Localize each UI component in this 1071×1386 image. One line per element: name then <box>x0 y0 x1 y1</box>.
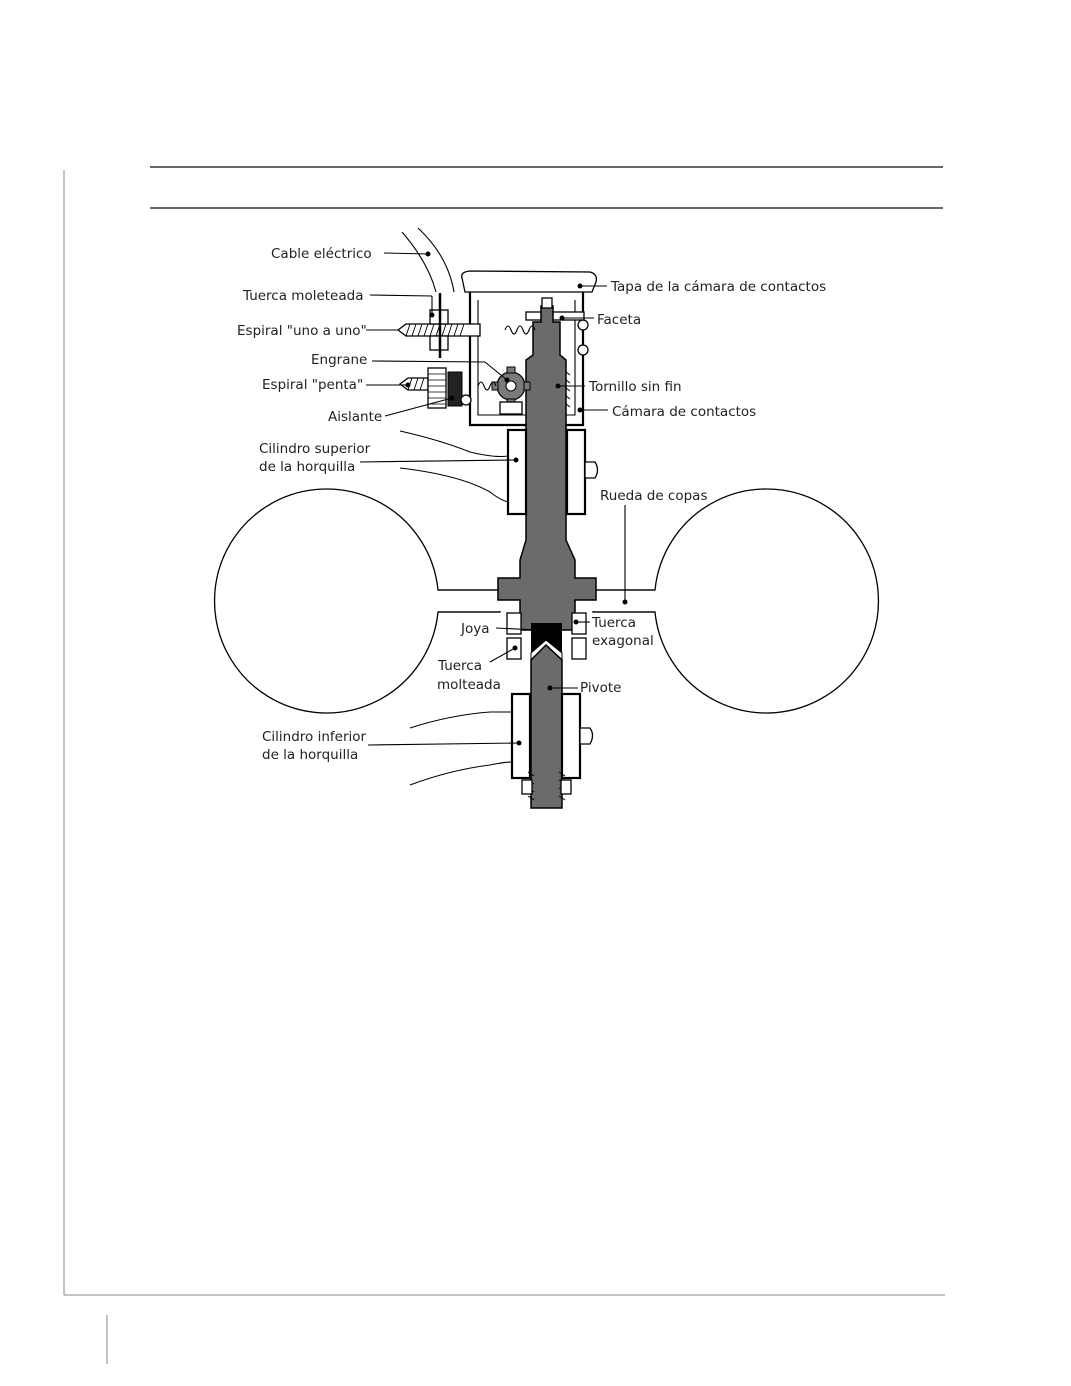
spiral-penta-assembly <box>400 368 496 408</box>
upper-fork-screw <box>585 462 598 478</box>
top-screw <box>542 298 552 308</box>
nut-right-bottom <box>572 638 586 659</box>
lower-fork-screw <box>580 728 593 744</box>
label-tuerca-exa-2: exagonal <box>592 633 654 649</box>
label-engrane: Engrane <box>311 352 368 368</box>
insulator-ring <box>461 395 471 405</box>
label-tornillo: Tornillo sin fin <box>589 379 682 395</box>
label-cable: Cable eléctrico <box>271 246 372 262</box>
label-cil-sup-1: Cilindro superior <box>259 441 371 457</box>
label-cil-inf-1: Cilindro inferior <box>262 729 367 745</box>
label-tuerca-exa-1: Tuerca <box>592 615 637 631</box>
lower-nut-left <box>522 780 532 794</box>
label-joya: Joya <box>461 621 490 637</box>
label-tuerca-mol-1: Tuerca <box>438 658 483 674</box>
gear-hub <box>506 381 516 391</box>
lead-engrane <box>372 361 485 362</box>
insulator-block <box>448 372 462 406</box>
lower-nut-right <box>561 780 571 794</box>
lead-engrane-2 <box>485 362 507 380</box>
label-pivote: Pivote <box>580 680 622 696</box>
electric-cable <box>402 228 454 292</box>
gear-base <box>500 402 522 414</box>
cable-line-2 <box>418 228 454 292</box>
lead-cable <box>384 253 428 254</box>
lower-fork-left-block <box>512 694 530 778</box>
lead-cil-sup <box>360 460 516 462</box>
label-camara: Cámara de contactos <box>612 404 757 420</box>
label-tuerca-moleteada: Tuerca moleteada <box>243 288 364 304</box>
upper-fork-arm-bottom <box>400 468 508 502</box>
anemometer-diagram <box>215 228 879 808</box>
upper-fork-right-block <box>567 430 585 514</box>
lower-fork-right-block <box>562 694 580 778</box>
label-cil-sup-2: de la horquilla <box>259 459 356 475</box>
label-tuerca-mol-2: molteada <box>437 677 501 693</box>
nut-left-top <box>507 613 521 634</box>
upper-fork-arm-top <box>400 431 508 457</box>
label-aislante: Aislante <box>328 409 383 425</box>
spring-uno <box>505 326 535 334</box>
lower-fork-arm-top <box>410 712 512 728</box>
pivot-shaft <box>531 645 562 808</box>
upper-fork-cylinder <box>400 430 598 514</box>
page-frame <box>64 167 945 1364</box>
lead-tuerca-moleteada <box>370 295 432 296</box>
lead-cil-inf <box>368 743 519 745</box>
label-espiral-penta: Espiral "penta" <box>262 377 364 393</box>
lower-fork-arm-bottom <box>410 762 512 785</box>
gear <box>492 367 530 414</box>
label-tapa: Tapa de la cámara de contactos <box>611 279 827 295</box>
label-espiral-uno: Espiral "uno a uno" <box>237 323 367 339</box>
chamber-bump-1 <box>578 320 588 330</box>
label-cil-inf-2: de la horquilla <box>262 747 359 763</box>
label-faceta: Faceta <box>597 312 642 328</box>
spiral-uno-assembly <box>398 293 535 358</box>
chamber-cap <box>462 271 597 292</box>
label-rueda: Rueda de copas <box>600 488 708 504</box>
facet-plate <box>526 312 584 320</box>
chamber-bump-2 <box>578 345 588 355</box>
upper-fork-left-block <box>508 430 526 514</box>
